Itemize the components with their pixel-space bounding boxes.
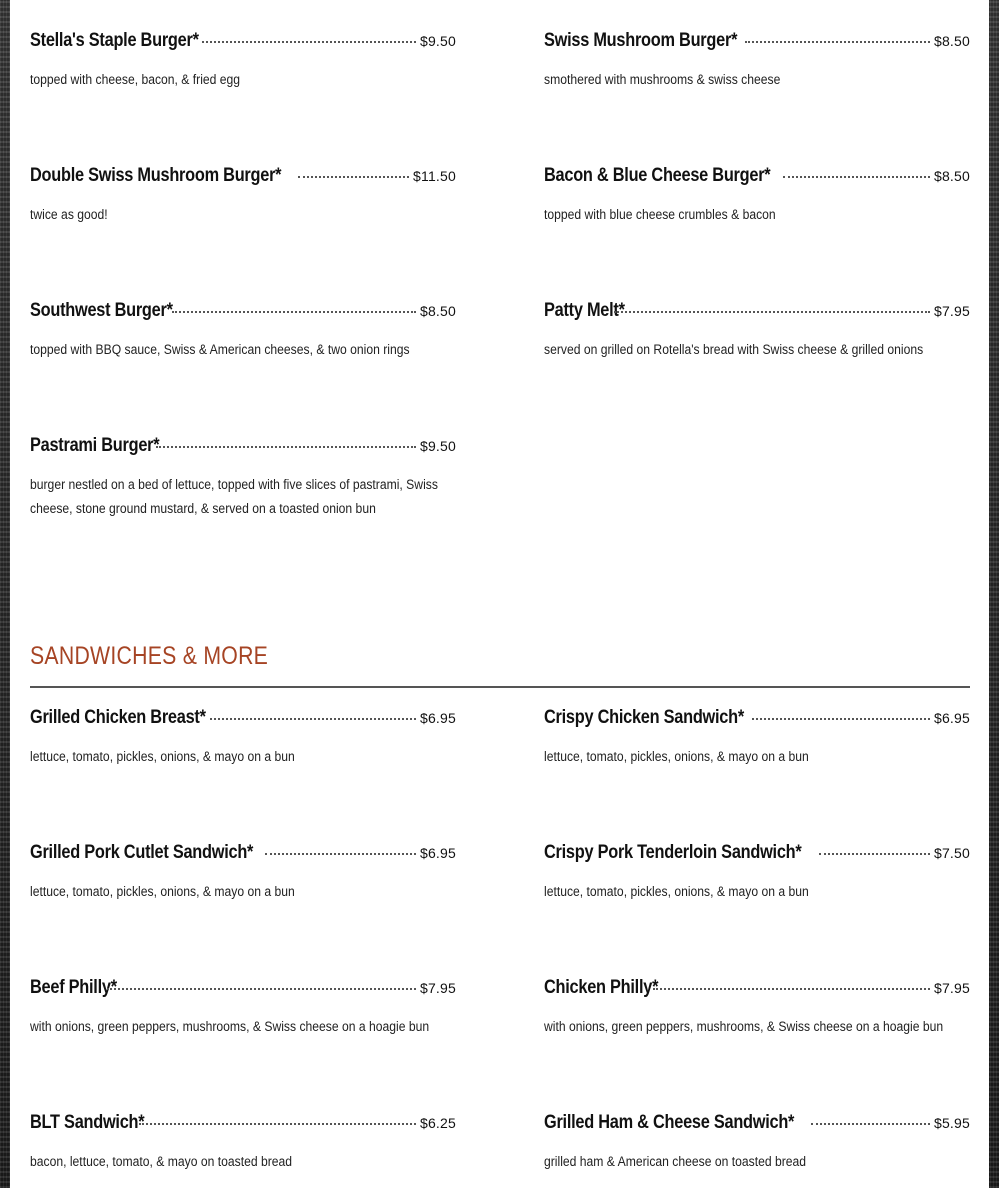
item-name: Pastrami Burger* <box>30 435 160 456</box>
dot-leader <box>265 853 416 855</box>
item-description: lettuce, tomato, pickles, onions, & mayo on a bun <box>30 749 295 764</box>
item-description: topped with blue cheese crumbles & bacon <box>544 207 776 222</box>
item-price: $7.95 <box>933 980 970 996</box>
item-price: $7.95 <box>933 303 970 319</box>
menu-item <box>30 1112 456 1182</box>
item-description: twice as good! <box>30 207 108 222</box>
dot-leader <box>614 311 930 313</box>
item-description: grilled ham & American cheese on toasted bread <box>544 1154 807 1169</box>
item-name: BLT Sandwich* <box>30 1112 145 1133</box>
item-description: lettuce, tomato, pickles, onions, & mayo on a bun <box>30 884 295 899</box>
item-name: Beef Philly* <box>30 977 117 998</box>
item-description: topped with BBQ sauce, Swiss & American cheeses, & two onion rings <box>30 342 410 357</box>
section-divider <box>30 686 970 688</box>
dot-leader <box>819 853 930 855</box>
item-price: $11.50 <box>413 168 456 184</box>
menu-item <box>544 300 970 410</box>
dot-leader <box>811 1123 930 1125</box>
menu-item <box>544 842 970 952</box>
dot-leader <box>210 718 416 720</box>
item-description: lettuce, tomato, pickles, onions, & mayo on a bun <box>544 884 809 899</box>
menu-item <box>30 435 456 575</box>
item-price: $6.25 <box>419 1115 456 1131</box>
item-description: burger nestled on a bed of lettuce, topped with five slices of pastrami, Swiss cheese, stone ground mustard, & served on a toasted onion bun <box>30 477 438 516</box>
dot-leader <box>783 176 930 178</box>
item-name: Crispy Chicken Sandwich* <box>544 707 744 728</box>
item-price: $6.95 <box>419 845 456 861</box>
item-price: $7.50 <box>933 845 970 861</box>
dot-leader <box>298 176 409 178</box>
item-name: Grilled Pork Cutlet Sandwich* <box>30 842 254 863</box>
menu-item <box>544 977 970 1087</box>
item-price: $8.50 <box>419 303 456 319</box>
dot-leader <box>139 1123 416 1125</box>
menu-item <box>544 30 970 140</box>
item-description: topped with cheese, bacon, & fried egg <box>30 72 241 87</box>
item-name: Grilled Chicken Breast* <box>30 707 206 728</box>
dot-leader <box>752 718 930 720</box>
dot-leader <box>202 41 416 43</box>
item-description: smothered with mushrooms & swiss cheese <box>544 72 781 87</box>
item-description: lettuce, tomato, pickles, onions, & mayo on a bun <box>544 749 809 764</box>
item-description: with onions, green peppers, mushrooms, & Swiss cheese on a hoagie bun <box>544 1019 944 1034</box>
menu-item <box>544 165 970 275</box>
item-name: Stella's Staple Burger* <box>30 30 199 51</box>
item-name: Swiss Mushroom Burger* <box>544 30 738 51</box>
item-name: Bacon & Blue Cheese Burger* <box>544 165 771 186</box>
item-price: $8.50 <box>933 168 970 184</box>
item-description: served on grilled on Rotella's bread with Swiss cheese & grilled onions <box>544 342 924 357</box>
item-price: $9.50 <box>419 438 456 454</box>
menu-item <box>544 707 970 817</box>
dot-leader <box>107 988 416 990</box>
item-name: Patty Melt* <box>544 300 625 321</box>
dot-leader <box>156 446 416 448</box>
dot-leader <box>172 311 416 313</box>
menu-item <box>30 165 456 275</box>
item-name: Double Swiss Mushroom Burger* <box>30 165 282 186</box>
section-title: SANDWICHES & MORE <box>30 642 269 670</box>
item-price: $7.95 <box>419 980 456 996</box>
item-price: $6.95 <box>419 710 456 726</box>
item-name: Crispy Pork Tenderloin Sandwich* <box>544 842 802 863</box>
item-name: Grilled Ham & Cheese Sandwich* <box>544 1112 795 1133</box>
menu-item <box>30 707 456 817</box>
item-description: with onions, green peppers, mushrooms, & Swiss cheese on a hoagie bun <box>30 1019 430 1034</box>
menu-item <box>30 300 456 410</box>
item-name: Southwest Burger* <box>30 300 173 321</box>
item-price: $5.95 <box>933 1115 970 1131</box>
menu-item <box>30 977 456 1087</box>
item-price: $9.50 <box>419 33 456 49</box>
menu-item <box>30 30 456 140</box>
item-price: $6.95 <box>933 710 970 726</box>
dot-leader <box>745 41 930 43</box>
menu-item <box>30 842 456 952</box>
item-description: bacon, lettuce, tomato, & mayo on toasted bread <box>30 1154 293 1169</box>
item-price: $8.50 <box>933 33 970 49</box>
menu-item <box>544 1112 970 1182</box>
item-name: Chicken Philly* <box>544 977 659 998</box>
dot-leader <box>653 988 930 990</box>
menu-page <box>10 0 989 1188</box>
